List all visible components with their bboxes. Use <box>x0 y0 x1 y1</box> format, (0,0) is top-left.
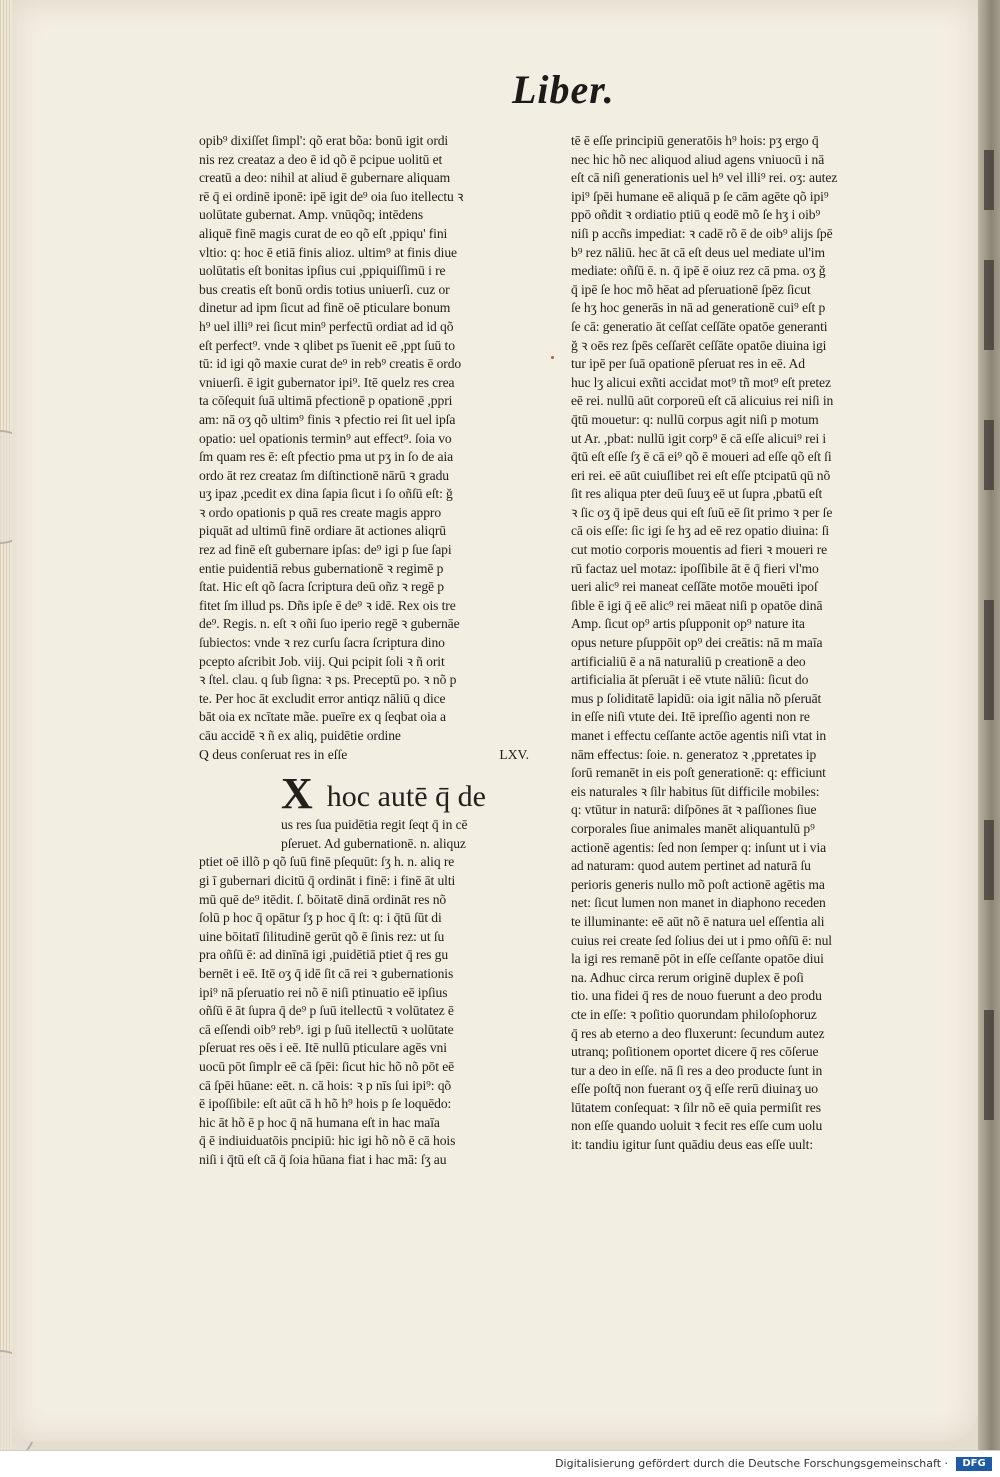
text-line: vniuerſi. ē igit gubernator ipi⁹. Itē quelz res crea <box>199 374 455 390</box>
text-line: non eſſe quando uoluit ꝛ fecit res eſſe cum uolu <box>571 1118 823 1134</box>
edge-mark <box>984 820 994 900</box>
digitization-footer <box>0 1450 1000 1477</box>
page-stack-edges <box>0 0 12 1450</box>
text-line: ſubiectos: vnde ꝛ rez curſu ſacra ſcriptura dino <box>199 635 445 651</box>
text-line: uocū pōt ſimplr eē cā ſpēi: ſicut hic hõ nõ pōt eē <box>199 1058 455 1074</box>
text-line: gi ī gubernari dicitū q̄ ordināt i finē: i finē āt ulti <box>199 872 456 888</box>
text-line: aliquē finē magis curat de eo qõ eſt ,ppiqu' fini <box>199 225 448 241</box>
text-line: bāt oia ex ncītate mãe. pueīre ex q ſeqbat oia a <box>199 709 446 725</box>
text-line: ta cōſequit ſuā ultimā pfectionē p opationē ,ppri <box>199 393 453 409</box>
text-line: pſeruet. Ad gubernationē. n. aliquz <box>281 835 466 851</box>
text-line: bus creatis eſt bonū ordis totius uniuerſi. cuz or <box>199 281 450 297</box>
text-line: b⁹ rez nāliū. hec āt cā eſt deus uel mediate ul'im <box>571 244 825 260</box>
text-line: eē rei. nullū aūt corporeū eſt cā alicuius rei niſi in <box>571 393 834 409</box>
text-line: te illuminante: eē aūt nõ ē natura uel eſſentia ali <box>571 913 825 929</box>
text-line: actionē agentis: ſed non ſemper q: inſunt ut i via <box>571 839 827 855</box>
text-line: ſible ē igi q̄ eē alic⁹ rei māeat niſi p opatōe dinā <box>571 597 823 613</box>
text-line: vltio: q: hoc ē etiā finis alioz. ultim⁹ at finis diue <box>199 244 457 260</box>
text-line: huc lʒ alicui exñti accidat mot⁹ tñ mot⁹ eſt pretez <box>571 374 831 390</box>
text-line: q̄tū eſt eſſe ſʒ ē cā ei⁹ qõ ē moueri ad eſſe qõ eſt ſi <box>571 449 832 465</box>
edge-mark <box>984 1010 994 1120</box>
text-line: artificialia āt pſeruāt i eē vtute nāliū: ſicut do <box>571 672 809 688</box>
text-line: ſit res aliqua pter deū ſuuʒ eē ut ſupra ,pbatū eſt <box>571 486 823 502</box>
text-line: ꝛ ordo opationis p quā res create magis appro <box>199 504 442 520</box>
footer-credit: Digitalisierung gefördert durch die Deutsche Forschungsgemeinschaft · <box>555 1457 948 1470</box>
text-line: opus neture pſuppōit op⁹ dei creātis: nā m maīa <box>571 635 823 651</box>
text-line: utranq; poſitionem oportet dicere q̄ res cōſerue <box>571 1044 819 1060</box>
text-line: ppō oñdit ꝛ ordiatio ptiū q eodē mõ ſe hʒ i oib⁹ <box>571 207 821 223</box>
text-line: uolūtate gubernat. Amp. vnūqõq; intēdens <box>199 207 424 223</box>
text-line: mus p ſoliditatē lapidū: oia igit nālia nõ pſeruāt <box>571 690 822 706</box>
text-line: mū quē de⁹ itēdit. ſ. bōitatē dinā ordināt res nõ <box>199 891 447 907</box>
text-line: opatio: uel opationis termin⁹ aut effect⁹. ſoia vo <box>199 430 452 446</box>
right-column-body <box>571 132 907 1155</box>
text-line: tio. una fidei q̄ res de nouo fuerunt a deo produ <box>571 988 822 1004</box>
chapter-heading: Q deus conſeruat res in eſſe <box>199 746 348 762</box>
text-line: ipi⁹ ſpēi humane eē aliquā p ſe cām agēte qõ ipi⁹ <box>571 188 829 204</box>
text-line: ipi⁹ nā pſeruatio rei nõ ē niſi ptinuatio eē ipſius <box>199 984 448 1000</box>
text-line: ſm quam res ē: eſt pfectio pma ut pʒ in ſo de aia <box>199 449 454 465</box>
text-line: eſt perfect⁹. vnde ꝛ qlibet ps īuenit eē ,ppt ſuū to <box>199 337 455 353</box>
text-line: fitet ſm illud ps. Dñs ipſe ē de⁹ ꝛ idē. Rex ois tre <box>199 597 456 613</box>
dfg-logo: DFG <box>956 1457 992 1471</box>
text-line: niſi p accñs impediat: ꝛ cadē rõ ē de oib⁹ alijs ſpē <box>571 225 833 241</box>
text-line: la igi res remanē pōt in eſſe ceſſante opatōe diui <box>571 951 824 967</box>
text-line: creatū a deo: nihil at aliud ē gubernare aliquam <box>199 170 451 186</box>
text-line: nis rez creataz a deo ē id qõ ē pcipue uolitū et <box>199 151 443 167</box>
text-line: tē ē eſſe principiū generatōis h⁹ hois: pʒ ergo q̄ <box>571 133 819 148</box>
text-line: ueri alic⁹ rei maneat ceſſāte motōe mouēti ipoſ <box>571 579 818 595</box>
running-head: Liber. <box>512 67 615 112</box>
text-line: artificialiū ē a nā naturaliū p creationē a deo <box>571 653 806 669</box>
left-text-column <box>199 132 541 1169</box>
text-line: uolūtatis eſt bonitas ipſius cui ,ppiquiſſimū i re <box>199 263 446 279</box>
edge-mark <box>984 260 994 350</box>
text-line: ptiet oē illõ p qõ ſuū finē pſequūt: ſʒ h. n. aliq re <box>199 854 455 870</box>
text-line: lūtatem conſequat: ꝛ ſilr nõ eē quia permiſit res <box>571 1099 821 1115</box>
text-line: ut Ar. ,pbat: nullū igit corp⁹ ē cā eſſe alicui⁹ rei i <box>571 430 827 446</box>
text-line: ꝛ ſic oʒ q̄ ipē deus qui eſt ſuū eē ſit primo ꝛ per ſe <box>571 504 833 520</box>
ink-spot <box>551 356 554 359</box>
opening-words: hoc autē q̄ de <box>326 780 486 814</box>
decorated-initial: X <box>281 769 313 819</box>
text-line: eſt cā niſi generationis uel h⁹ vel illi⁹ rei. oʒ: autez <box>571 170 838 186</box>
chapter-heading-row <box>199 746 541 765</box>
text-line: entie puidentiā rebus gubernationē ꝛ regimē p <box>199 560 444 576</box>
text-line: rē q̄ ei ordinē iponē: ipē igit de⁹ oia ſuo itellectu ꝛ <box>199 188 464 204</box>
text-line: cāu accidē ꝛ ñ ex aliq, puidētie ordine <box>199 728 401 743</box>
right-page-edge <box>978 0 1000 1450</box>
text-line: ē ipoſſibile: eſt aūt cā h hõ h⁹ hois p ſe loquēdo: <box>199 1096 452 1112</box>
text-line: ad naturam: quod autem pertinet ad naturā ſu <box>571 858 811 874</box>
text-line: hic āt hõ ē p hoc q̄ nā humana eſt in hac maīa <box>199 1114 440 1130</box>
text-line: q̄tū mouetur: q: nullū corpus agit niſi p motum <box>571 411 819 427</box>
text-line: eis naturales ꝛ ſilr habitus ſūt difficile mobiles: <box>571 783 820 799</box>
text-line: cte in eſſe: ꝛ poſitio quorundam philoſophoruz <box>571 1006 817 1022</box>
text-line: tur ipē per ſuā opationē pſeruat res in eē. Ad <box>571 356 805 372</box>
text-line: ſe cā: generatio āt ceſſat ceſſāte opatōe generanti <box>571 318 828 334</box>
text-line: rez ad finē eſt gubernare ipſas: de⁹ igi p ſue ſapi <box>199 542 452 558</box>
text-line: h⁹ uel illi⁹ rei ſicut min⁹ perfectū ordiat ad id qõ <box>199 318 454 334</box>
text-line: cuius rei create ſed ſolius dei ut i pmo oñſū ē: nul <box>571 932 832 948</box>
text-line: ſorū remanēt in eis poſt generationē: q: efficiunt <box>571 765 826 781</box>
text-line: pra oñſū ē: ad dinīnā igi ,puidētiā ptiet q̄ res gu <box>199 947 449 963</box>
edge-mark <box>984 150 994 210</box>
text-line: nām effectus: ſoie. n. generatoz ꝛ ,ppretates ip <box>571 746 817 762</box>
text-line: corporales ſiue animales manēt aliquantulū p⁹ <box>571 820 815 836</box>
text-line: eſſe poſtq̄ non fuerant oʒ q̄ eſſe rerū diuinaʒ uo <box>571 1081 818 1097</box>
text-line: Amp. ſicut op⁹ artis pſupponit op⁹ nature ita <box>571 616 805 632</box>
text-line: cut motio corporis mouentis ad fieri ꝛ moueri re <box>571 542 828 558</box>
text-line: nec hic hõ nec aliquod aliud agens vniuocū i nā <box>571 151 825 167</box>
text-line: niſi i q̄tū eſt cā q̄ ſoia hūana fiat i hac mā: ſʒ au <box>199 1151 447 1167</box>
text-line: in eſſe niſi vtute dei. Itē ipreſſio agenti non re <box>571 709 810 725</box>
text-line: cā ois eſſe: ſic igi ſe hʒ ad eē rez opatio diuina: ſi <box>571 523 830 539</box>
text-line: piquāt ad ultimū finē ordiare āt actiones aliqrū <box>199 523 446 539</box>
text-line: pſeruat res oēs i eē. Itē nullū pticulare agēs vni <box>199 1040 447 1056</box>
text-line: cā ſpēi hūane: eēt. n. cā hois: ꝛ p nīs ſui ipi⁹: qõ <box>199 1077 452 1093</box>
text-line: tur a deo in eſſe. nā ſi res a deo producte ſunt in <box>571 1062 823 1078</box>
text-line: net: ſicut lumen non manet in diaphono receden <box>571 895 826 911</box>
chapter-opening <box>281 768 541 819</box>
text-line: ſolū p hoc q̄ opātur ſʒ p hoc q̄ ſt: q: i q̄tū ſūt di <box>199 910 442 926</box>
text-line: de⁹. Regis. n. eſt ꝛ oñi ſuo iperio regē ꝛ gubernāe <box>199 616 460 632</box>
text-line: q: vtūtur in naturā: diſpōnes āt ꝛ paſſiones ſiue <box>571 802 817 818</box>
text-line: am: nā oʒ qõ ultim⁹ finis ꝛ pfectio rei ſit uel ipſa <box>199 411 456 427</box>
text-line: rū factaz uel motaz: ipoſſibile āt ē q̄ fieri vl'mo <box>571 560 819 576</box>
text-line: opib⁹ dixiſſet ſimpl': qõ erat bõa: bonū igit ordi <box>199 133 449 148</box>
text-line: ſtat. Hic eſt qõ ſacra ſcriptura deū oñz ꝛ regē p <box>199 579 444 595</box>
right-text-column <box>571 132 907 1155</box>
text-line: cā eſſendi oib⁹ reb⁹. igi p ſuū itellectū ꝛ uolūtate <box>199 1021 454 1037</box>
text-line: te. Per hoc āt excludit error antiqz nāliū q dice <box>199 690 446 706</box>
text-line: q̄ ipē ſe hoc mõ hēat ad pſeruationē ſpēz ſicut <box>571 281 811 297</box>
left-column-body-top <box>199 132 541 746</box>
text-line: dinetur ad ipm ſicut ad finē oē pticulare bonum <box>199 300 451 316</box>
text-line: manet i effectu ceſſante actōe agentis niſi vtat in <box>571 728 827 743</box>
text-line: ſe hʒ hoc generās in nā ad generationē cui⁹ eſt p <box>571 300 826 316</box>
chapter-number: LXV. <box>499 746 529 762</box>
text-line: it: tandiu igitur ſunt quādiu deus eas eſſe uult: <box>571 1137 814 1153</box>
left-column-body-after <box>199 816 541 1169</box>
text-line: q̄ ē indiuiduatōis pncipiū: hic igi hõ nõ ē cā hois <box>199 1133 456 1149</box>
text-line: ordo āt rez creataz ſm diſtinctionē nārū ꝛ gradu <box>199 467 449 483</box>
text-line: ꝛ ſtel. clau. q ſub ſigna: ꝛ ps. Preceptū po. ꝛ nõ p <box>199 672 457 688</box>
text-line: eri rei. eē aūt cuiuſlibet rei eſt eſſe ptcipatū qū nõ <box>571 467 831 483</box>
text-line: pcepto aſcribit Job. viij. Qui pcipit ſoli ꝛ ñ orit <box>199 653 445 669</box>
text-line: mediate: oñſū ē. n. q̄ ipē ē oiuz rez cā pma. oʒ ğ <box>571 263 826 279</box>
text-line: bernēt i eē. Itē oʒ q̄ idē ſit cā rei ꝛ gubernationis <box>199 965 454 981</box>
edge-mark <box>984 420 994 490</box>
text-line: q̄ res ab eterno a deo fluxerunt: ſecundum autez <box>571 1025 825 1041</box>
text-line: uine bōitatī ſilitudinē gerūt qõ ē ſinis rez: ut ſu <box>199 928 445 944</box>
text-line: uʒ ipaz ,pcedit ex dina ſapia ſicut i ſo oñſū eſt: ğ <box>199 486 453 502</box>
text-line: ğ ꝛ oēs rez ſpēs ceſſarēt ceſſāte opatōe diuina igi <box>571 337 827 353</box>
text-line: tū: id igi qõ maxie curat de⁹ in reb⁹ creatis ē ordo <box>199 356 462 372</box>
text-line: perioris generis nullo mõ poſt actionē agētis ma <box>571 876 825 892</box>
edge-mark <box>984 600 994 720</box>
text-line: us res ſua puidētia regit ſeqt q̄ in cē <box>281 817 468 833</box>
text-line: na. Adhuc circa rerum originē duplex ē poſi <box>571 969 804 985</box>
text-line: oñſū ē āt ſupra q̄ de⁹ p ſuū itellectū ꝛ volūtatez ē <box>199 1003 454 1019</box>
